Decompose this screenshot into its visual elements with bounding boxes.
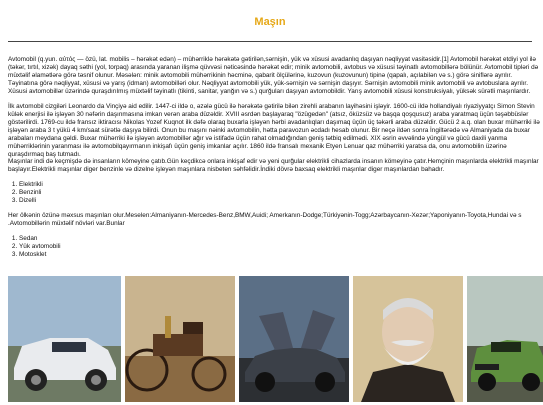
article-body [8, 56, 540, 266]
history-paragraph: İlk avtomobil cizgiləri Leonardo da Vinçiyə aid edilir. 1447-ci ildə o, əzələ gücü ilə hərəkətə gətirilə bilən zirehli arabanın layihəsini işləyir. 1600-cü ildə hollandiyalı riyaziyyatçı Simon Stevin külək enerjisi ilə işləyən 30 nəfərin daşınmasına imkan verən araba düzəldir. XVIII əsrdən başlayaraq "özügedən" (atsız, öküzsüz və başqa qoşqusuz) araba yaratmaq üçün təşəbbüslər göstərilirdi. 1769-cu ildə fransız iktiracısı Nikolas Yozef Kuqnot ilk dəfə olaraq buxarla işləyən hərbi avadanlıqları daşımaq üçün üç təkərli araba düzəldir. Gücü 2 a.q. olan buxar mühərriki ilə işləyən araba 3 t yükü 4 km/saat sürətlə daşıya bilirdi. Onun bu maşını nəinki avtomobilin, hətta paravozun əcdadı hesab olunur. Bir neçə ildən sonra İngiltərədə və Almaniyada da buxar arabaları meydana gəldi. Buxar mühərriki ilə işləyən avtomobillər ağır və istifadə üçün rahat olmadığından geniş tətbiq edilmədi. XIX əsrin əvvəlində yüngül və gücü daxili yanma mühərriklərinin yaranması ilə avtomobilqayırmanın inkişafı üçün geniş imkanlar açılır. 1860 ildə fransalı mexanik Etyen Lenuar qaz mühərriki yaratsa da, onu avtomobilin üzərinə quraşdırmaq baş tutmadı. [8, 103, 540, 158]
list-item: 1. Elektrikli [19, 181, 540, 189]
antique-motorcar-photo [125, 276, 235, 402]
green-muscle-car-photo [467, 276, 543, 402]
electric-paragraph: Maşınlar indi də keçmişdə də insanların kömeyine çatıb.Gün keçdikcə onlara inkişaf edir və yeni qurğular elektrikli cihazlarda insanın kömeyinə çatır.Hemçinin maşınlarda elektrikli maşınlar başlayır.Elektrikli maşınlar diger benzinle və dizelne işleyən maşınlara nisbeten səhfəlidir.İndiki dövrə baxsaq elektrikli maşınlar diger maşınlardan bahadır. [8, 158, 539, 173]
list-item: 3. Motosklet [19, 251, 540, 259]
photo-gallery [8, 276, 540, 405]
list-item: 3. Dizelli [19, 197, 540, 205]
brands-paragraph: Her ölkənin özünə məxsus maşınları olur.Meselen:Almaniyanın-Mercedes-Benz,BMW,Auidi; Amerkanın-Dodge;Türkiyənin-Togg;Azərbaycanın-Xezər;Yaponiyanın-Toyota,Hundai və s .Avtomobillərin müxtəlif növləri var.Bunlar [8, 212, 522, 227]
page-title: Maşın [254, 16, 286, 28]
car-type-list [8, 235, 540, 259]
intro-paragraph: Avtomobil (q.yun. αὐτός — özü, lat. mobilis – hərəkət edən) – mühərriklə hərəkətə gətirilən,sərnişin, yük və xüsusi avadanlıq daşıyan nəqliyyat vasitəsidir.[1] Avtomobil hərəkət etdiyi yol ilə (təkər, tırtıl, xizək) dayaq səthi (yol, torpaq) arasında yaranan ilişmə qüvvəsi nəticəsində hərəkət edir; minik avtomobili, avtobus və xüsusi təyinatlı avtomobillərə bölünür. Avtomobil tipləri də müxtəlif əlamətlərə görə təsnif olunur. Məsələn: minik avtomobili mühərrikinin həcminə, qabarit ölçülərinə, kuzovun (kuzovunun) tipinə (qapalı, açılabilən və s.) görə siniflərə ayrılır. Təyinatına görə nəqliyyat, xüsusi və yarış (idman) avtomobilləri olur. Nəqliyyat avtomobili yük, yük-sərnişin və sərnişin daşıyır. Sərnişin avtomobili minik avtomobili və avtobuslara ayrılır. Xüsusi avtomobillər üzərində quraşdırılmış müxtəlif təyinatlı (tikinti, sanitar, yanğın və s.) qurğuları daşıyan avtomobildir. Yarış avtomobili xüsusi konstruksiyalı, yüksək sürətli maşınlardır. [8, 56, 539, 95]
tesla-model-x-photo [239, 276, 349, 402]
title-divider [8, 41, 532, 42]
karl-benz-portrait-photo [353, 276, 463, 402]
list-item: 2. Benzinli [19, 189, 540, 197]
list-item: 1. Sedan [19, 235, 540, 243]
white-suv-photo [8, 276, 121, 402]
fuel-type-list [8, 181, 540, 205]
list-item: 2. Yük avtomobili [19, 243, 540, 251]
